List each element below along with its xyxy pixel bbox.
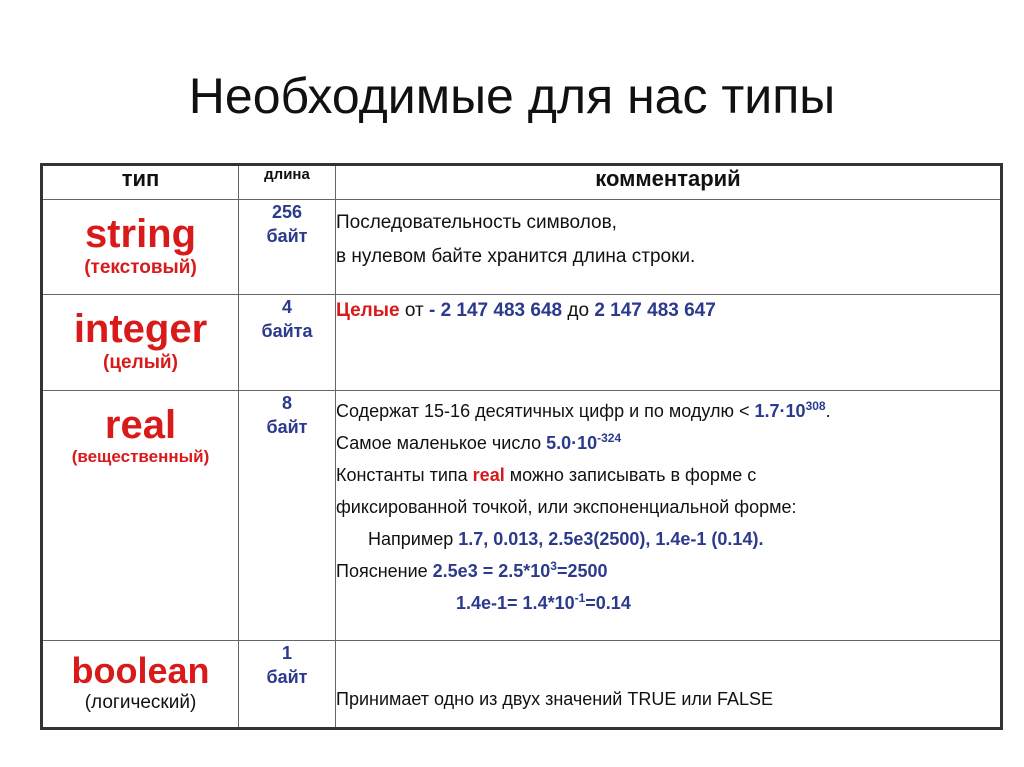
table-row-real — [42, 391, 1002, 641]
value: 2.5e3 = 2.5*10 — [432, 561, 551, 581]
type-subtitle: (вещественный) — [71, 447, 210, 466]
type-name: real — [104, 403, 177, 447]
comment-line — [336, 459, 1000, 491]
length-cell — [239, 391, 336, 641]
text: . — [825, 401, 831, 421]
from-text: от — [399, 300, 429, 321]
comment-line — [336, 523, 1000, 555]
comment-cell — [336, 641, 1002, 729]
type-cell — [42, 641, 239, 729]
length-value: 8 — [281, 393, 292, 413]
type-cell — [42, 200, 239, 295]
text: Константы типа — [336, 465, 473, 485]
length-value: 1 — [281, 643, 292, 663]
header-type: тип — [42, 165, 239, 200]
type-cell — [42, 295, 239, 391]
value: =2500 — [556, 561, 608, 581]
type-subtitle: (текстовый) — [84, 257, 197, 278]
comment-line — [336, 295, 1000, 327]
comment-line: в нулевом байте хранится длина строки. — [336, 246, 696, 267]
comment-line — [336, 587, 1000, 619]
comment-line: фиксированной точкой, или экспоненциальной форме: — [336, 497, 797, 517]
keyword: real — [472, 465, 505, 485]
value: 5.0·10 — [546, 433, 598, 453]
header-comment: комментарий — [336, 165, 1002, 200]
value: 1.4e-1= 1.4*10 — [456, 593, 575, 613]
text: Самое маленькое число — [336, 433, 547, 453]
length-unit: байт — [266, 226, 308, 246]
type-cell — [42, 391, 239, 641]
table-row-string — [42, 200, 1002, 295]
type-subtitle: (логический) — [84, 692, 197, 713]
table-row-integer — [42, 295, 1002, 391]
length-cell — [239, 295, 336, 391]
length-unit: байт — [266, 417, 308, 437]
text: Например — [368, 529, 459, 549]
value: 1.7·10 — [754, 401, 806, 421]
header-length: длина — [239, 165, 336, 200]
text: можно записывать в форме с — [504, 465, 757, 485]
comment-line — [336, 555, 1000, 587]
comment-line — [336, 427, 1000, 459]
length-value: 256 — [271, 202, 303, 222]
comment-line: Последовательность символов, — [336, 212, 617, 233]
type-name: boolean — [71, 650, 210, 691]
page-title: Необходимые для нас типы — [188, 68, 836, 124]
comment-cell — [336, 295, 1002, 391]
exponent: 3 — [550, 559, 557, 573]
length-cell — [239, 200, 336, 295]
length-value: 4 — [281, 297, 292, 317]
types-table — [40, 163, 1003, 730]
whole-label: Целые — [336, 300, 400, 321]
length-cell — [239, 641, 336, 729]
table-row-boolean — [42, 641, 1002, 729]
value: =0.14 — [585, 593, 631, 613]
max-value: 2 147 483 647 — [594, 300, 716, 321]
comment-cell — [336, 200, 1002, 295]
type-subtitle: (целый) — [103, 352, 178, 373]
type-name: string — [84, 212, 197, 256]
type-name: integer — [73, 307, 208, 351]
comment-line — [336, 395, 1000, 427]
comment-line: Принимает одно из двух значений TRUE или FALSE — [336, 689, 773, 709]
text: Содержат 15-16 десятичных цифр и по модулю < — [336, 401, 755, 421]
exponent: 308 — [805, 399, 826, 413]
exponent: -324 — [597, 431, 622, 445]
text: Пояснение — [336, 561, 433, 581]
length-unit: байт — [266, 667, 308, 687]
to-text: до — [562, 300, 595, 321]
min-value: - 2 147 483 648 — [428, 300, 563, 321]
comment-cell — [336, 391, 1002, 641]
exponent: -1 — [574, 591, 586, 605]
length-unit: байта — [261, 321, 313, 341]
value: 1.7, 0.013, 2.5e3(2500), 1.4e-1 (0.14). — [458, 529, 764, 549]
header-row — [42, 165, 1002, 200]
